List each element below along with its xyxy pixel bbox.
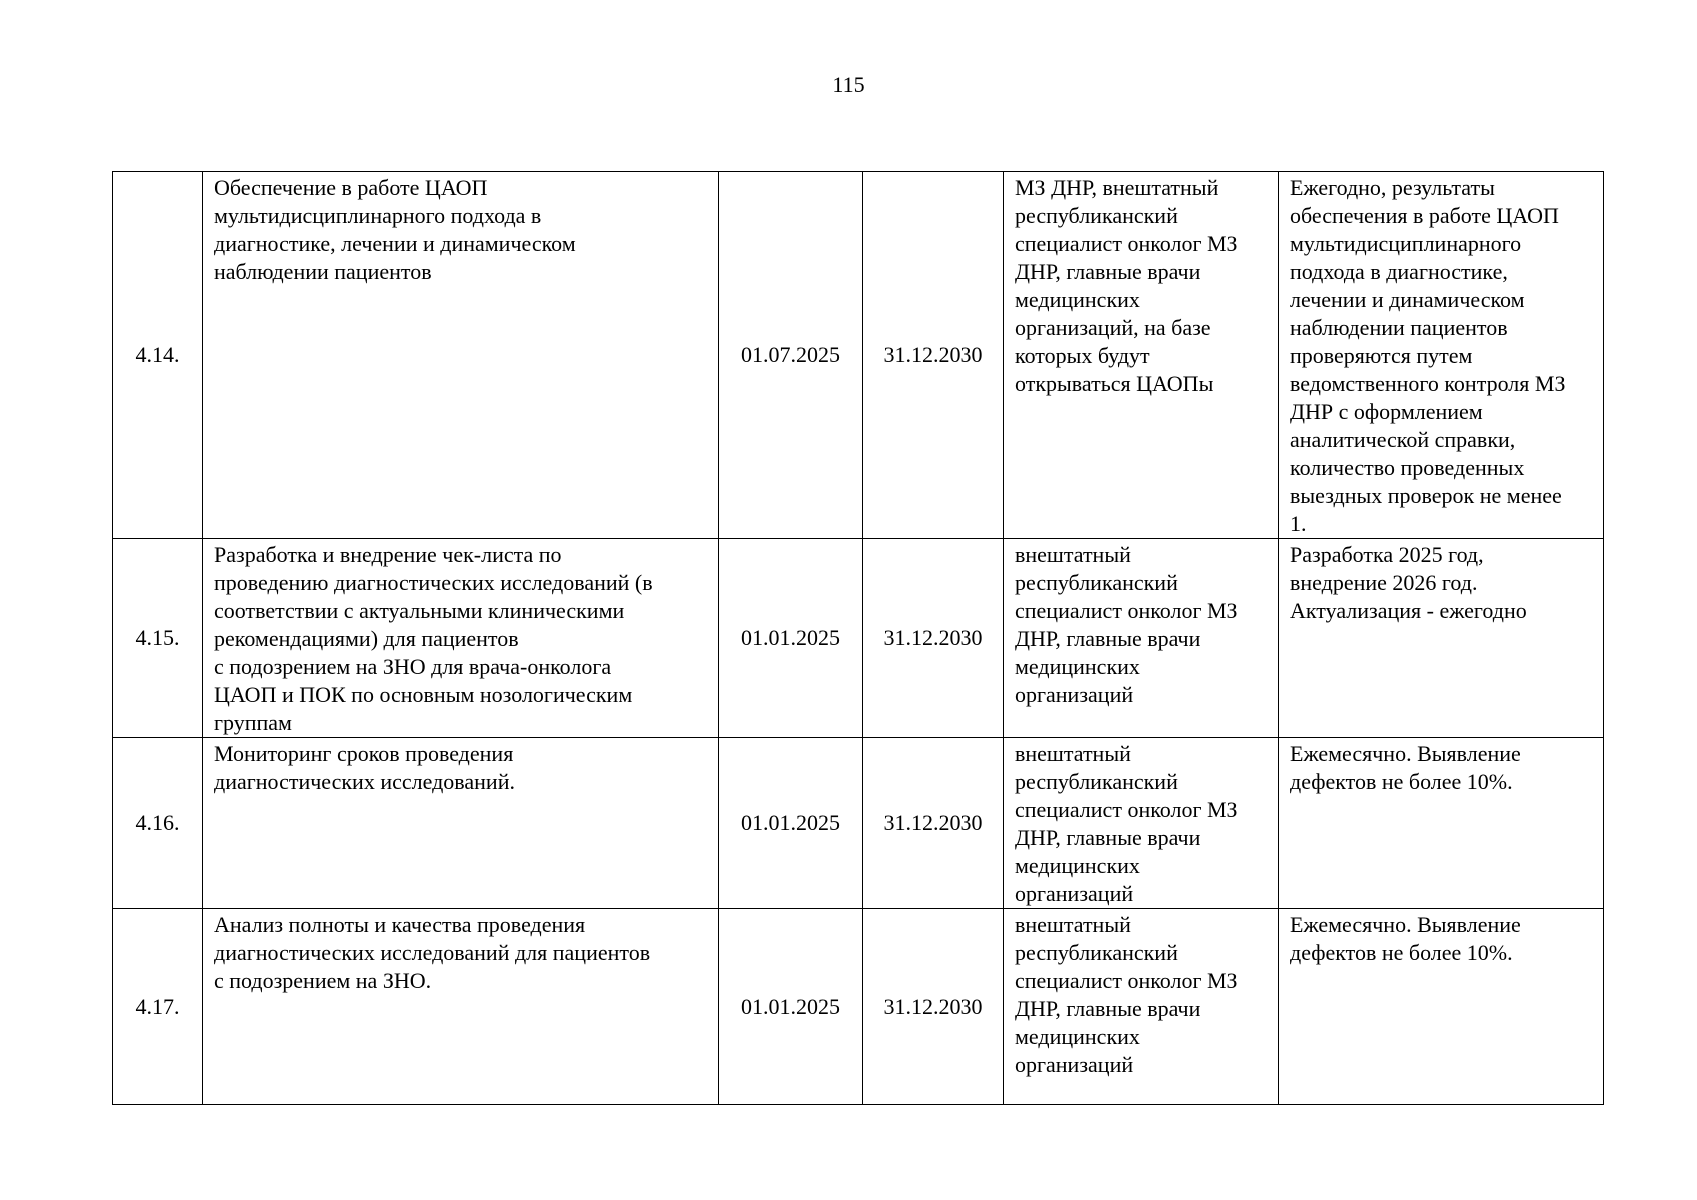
table-row [113,172,1604,539]
row-number-cell: 4.16. [113,738,203,909]
task-cell: Анализ полноты и качества проведения диагностических исследований для пациентов с подозрением на ЗНО. [203,909,719,1105]
start-date-cell: 01.01.2025 [719,909,863,1105]
table-row [113,738,1604,909]
start-date-cell: 01.01.2025 [719,738,863,909]
end-date-cell: 31.12.2030 [863,909,1004,1105]
table-row [113,909,1604,1105]
start-date-cell: 01.01.2025 [719,539,863,738]
start-date-cell: 01.07.2025 [719,172,863,539]
end-date-cell: 31.12.2030 [863,539,1004,738]
task-cell: Разработка и внедрение чек-листа по проведению диагностических исследований (в соответствии с актуальными клиническими рекомендациями) для пациентов с подозрением на ЗНО для врача-онколога ЦАОП и ПОК по основным нозологическим группам [203,539,719,738]
measures-table [112,171,1604,1105]
row-number-cell: 4.14. [113,172,203,539]
responsible-cell: внештатный республиканский специалист онколог МЗ ДНР, главные врачи медицинских организаций [1004,539,1279,738]
result-cell: Ежемесячно. Выявление дефектов не более 10%. [1279,738,1604,909]
result-cell: Ежемесячно. Выявление дефектов не более 10%. [1279,909,1604,1105]
responsible-cell: внештатный республиканский специалист онколог МЗ ДНР, главные врачи медицинских организаций [1004,738,1279,909]
task-cell: Мониторинг сроков проведения диагностических исследований. [203,738,719,909]
responsible-cell: МЗ ДНР, внештатный республиканский специалист онколог МЗ ДНР, главные врачи медицинских организаций, на базе которых будут открываться ЦАОПы [1004,172,1279,539]
task-cell: Обеспечение в работе ЦАОП мультидисциплинарного подхода в диагностике, лечении и динамическом наблюдении пациентов [203,172,719,539]
end-date-cell: 31.12.2030 [863,172,1004,539]
row-number-cell: 4.17. [113,909,203,1105]
table-row [113,539,1604,738]
responsible-cell: внештатный республиканский специалист онколог МЗ ДНР, главные врачи медицинских организаций [1004,909,1279,1105]
page-number: 115 [832,72,865,97]
result-cell: Ежегодно, результаты обеспечения в работе ЦАОП мультидисциплинарного подхода в диагностике, лечении и динамическом наблюдении пациентов проверяются путем ведомственного контроля МЗ ДНР с оформлением аналитической справки, количество проведенных выездных проверок не менее 1. [1279,172,1604,539]
end-date-cell: 31.12.2030 [863,738,1004,909]
result-cell: Разработка 2025 год, внедрение 2026 год. Актуализация - ежегодно [1279,539,1604,738]
row-number-cell: 4.15. [113,539,203,738]
